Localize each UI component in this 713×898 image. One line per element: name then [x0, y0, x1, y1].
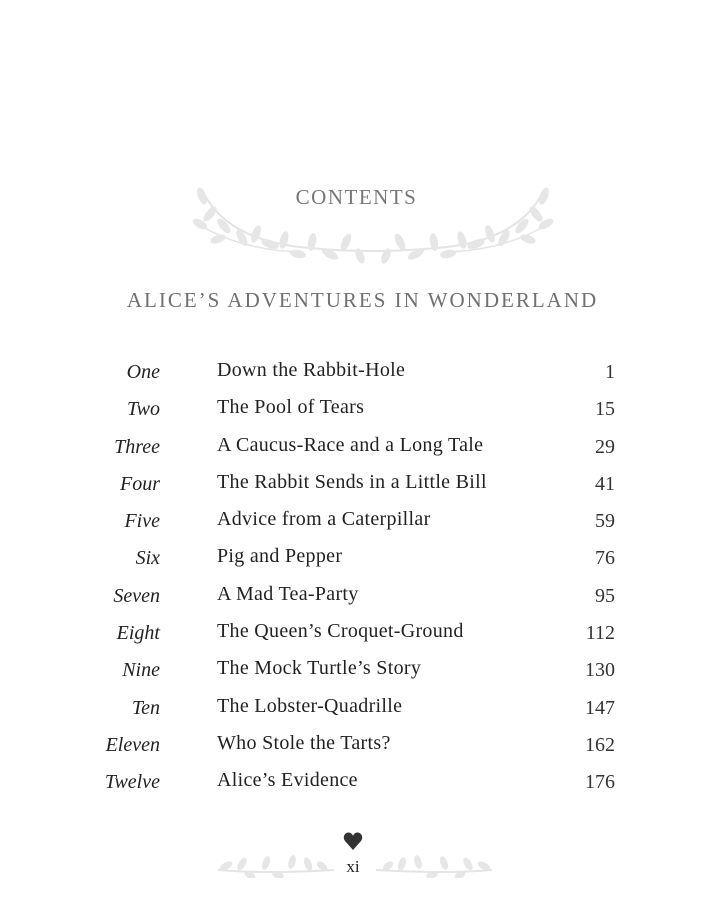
chapter-title[interactable]: The Rabbit Sends in a Little Bill	[217, 470, 487, 493]
table-of-contents	[0, 357, 713, 805]
chapter-number: Nine	[122, 659, 160, 682]
toc-entry[interactable]	[0, 506, 713, 543]
heart-icon	[343, 831, 363, 851]
chapter-number: Ten	[131, 696, 160, 719]
chapter-title[interactable]: The Lobster-Quadrille	[217, 694, 403, 717]
toc-entry[interactable]	[0, 693, 713, 730]
toc-entry[interactable]	[0, 730, 713, 767]
chapter-title[interactable]: Who Stole the Tarts?	[217, 731, 391, 754]
chapter-number: Two	[127, 398, 160, 421]
toc-entry[interactable]	[0, 543, 713, 580]
toc-entry[interactable]	[0, 655, 713, 692]
chapter-number: One	[126, 361, 160, 383]
chapter-number: Eight	[116, 622, 160, 645]
book-title: ALICE’S ADVENTURES IN WONDERLAND	[126, 288, 599, 312]
chapter-title[interactable]: The Queen’s Croquet-Ground	[217, 620, 464, 643]
chapter-title[interactable]: Pig and Pepper	[217, 545, 343, 568]
chapter-number: Five	[124, 510, 160, 533]
page-number: 147	[585, 696, 615, 719]
page-folio: xi	[346, 857, 360, 876]
contents-heading: CONTENTS	[295, 185, 418, 209]
toc-entry[interactable]	[0, 618, 713, 655]
chapter-title[interactable]: The Pool of Tears	[217, 396, 365, 419]
chapter-title[interactable]: Alice’s Evidence	[217, 769, 358, 792]
page-number: 59	[595, 510, 615, 533]
page-number: 112	[585, 622, 615, 645]
page-number: 15	[595, 398, 615, 421]
chapter-title[interactable]: A Caucus-Race and a Long Tale	[217, 433, 484, 456]
page-number: 95	[595, 584, 615, 607]
toc-entry[interactable]	[0, 581, 713, 618]
page-number: 76	[595, 547, 615, 570]
page-footer	[0, 828, 713, 888]
chapter-title[interactable]: A Mad Tea-Party	[217, 582, 359, 605]
chapter-number: Three	[114, 435, 160, 458]
chapter-title[interactable]: Advice from a Caterpillar	[217, 508, 431, 531]
chapter-title[interactable]: The Mock Turtle’s Story	[217, 657, 422, 680]
toc-entry[interactable]	[0, 432, 713, 469]
page-number: 130	[585, 659, 615, 682]
page-number: 176	[585, 771, 615, 794]
chapter-title[interactable]: Down the Rabbit-Hole	[217, 359, 406, 381]
toc-entry[interactable]	[0, 357, 713, 394]
toc-entry[interactable]	[0, 469, 713, 506]
page-number: 41	[595, 472, 615, 495]
page-number: 29	[595, 435, 615, 458]
chapter-number: Six	[135, 547, 160, 570]
toc-entry[interactable]	[0, 767, 713, 804]
chapter-number: Seven	[113, 584, 160, 607]
chapter-number: Four	[120, 472, 160, 495]
chapter-number: Twelve	[104, 771, 160, 794]
page-number: 162	[585, 733, 615, 756]
page-number: 1	[605, 361, 615, 383]
toc-entry[interactable]	[0, 394, 713, 431]
chapter-number: Eleven	[105, 733, 160, 756]
